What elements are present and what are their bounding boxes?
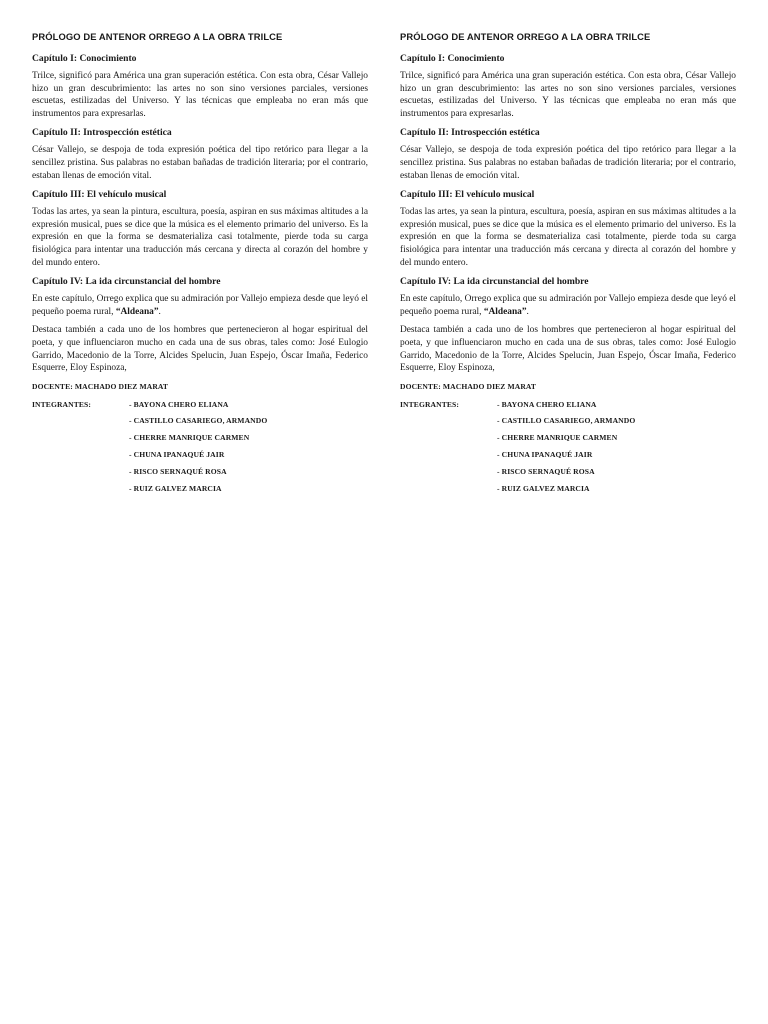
poem-title: “Aldeana” xyxy=(483,306,527,317)
member-item: - RISCO SERNAQUÉ ROSA xyxy=(497,466,595,476)
chapter-2-heading: Capítulo II: Introspección estética xyxy=(32,127,172,139)
chapter-4-text-2: Destaca también a cada uno de los hombres que pertenecieron al hogar espiritual del poeta, y que influenciaron mucho en cada una de sus obras, tales como: José Eulogio Garrido, Macedonio de la Torre, Alcides Spelucin, Juan Espejo, Óscar Imaña, Federico Esquerre, Eloy Espinoza, xyxy=(400,325,736,374)
chapter-3-heading: Capítulo III: El vehículo musical xyxy=(32,189,167,201)
chapter-4-heading: Capítulo IV: La ida circunstancial del hombre xyxy=(400,276,589,288)
members-label: INTEGRANTES: xyxy=(400,399,460,409)
document-title: PRÓLOGO DE ANTENOR ORREGO A LA OBRA TRILCE xyxy=(32,31,283,42)
member-item: - BAYONA CHERO ELIANA xyxy=(497,399,597,409)
member-item: - CASTILLO CASARIEGO, ARMANDO xyxy=(129,416,268,426)
members-label: INTEGRANTES: xyxy=(32,399,92,409)
members-block xyxy=(32,399,368,500)
member-item: - RUIZ GALVEZ MARCIA xyxy=(129,483,222,493)
chapter-3-text: Todas las artes, ya sean la pintura, escultura, poesía, aspiran en sus máximas altitudes a la expresión musical, pues se dice que la música es el elemento primario del universo. Es la expresión en que la forma se desmaterializa casi totalmente, pierde toda su carga fisiológica para intentar una traducción más cercana y directa al corazón del hombre y del mundo entero. xyxy=(400,207,736,268)
chapter-4-text-after: . xyxy=(158,306,161,317)
chapter-4-text xyxy=(400,293,736,318)
chapter-4-heading: Capítulo IV: La ida circunstancial del hombre xyxy=(32,276,221,288)
member-item: - RISCO SERNAQUÉ ROSA xyxy=(129,466,227,476)
member-item: - CHUNA IPANAQUÉ JAIR xyxy=(497,450,593,460)
members-list xyxy=(497,399,635,500)
chapter-1-heading: Capítulo I: Conocimiento xyxy=(32,53,137,64)
members-block xyxy=(400,399,736,500)
chapter-4-text-before: En este capítulo, Orrego explica que su admiración por Vallejo empieza desde que leyó el pequeño poema rural, xyxy=(32,294,368,317)
members-list xyxy=(129,399,267,500)
chapter-1-text: Trilce, significó para América una gran superación estética. Con esta obra, César Vallejo hizo un gran descubrimiento: las artes no son sino versiones parciales, versiones escuetas, estilizadas del Universo. Y las técnicas que empleaba no eran más que instrumentos para expresarlas. xyxy=(400,71,736,119)
chapter-4-text-before: En este capítulo, Orrego explica que su admiración por Vallejo empieza desde que leyó el pequeño poema rural, xyxy=(400,294,736,317)
document-title: PRÓLOGO DE ANTENOR ORREGO A LA OBRA TRILCE xyxy=(400,31,651,42)
left-column xyxy=(32,30,368,499)
chapter-1-text: Trilce, significó para América una gran superación estética. Con esta obra, César Vallejo hizo un gran descubrimiento: las artes no son sino versiones parciales, versiones escuetas, estilizadas del Universo. Y las técnicas que empleaba no eran más que instrumentos para expresarlas. xyxy=(32,71,368,119)
poem-title: “Aldeana” xyxy=(115,306,159,317)
chapter-2-text: César Vallejo, se despoja de toda expresión poética del tipo retórico para llegar a la sencillez pristina. Sus palabras no estaban bañadas de tradición literaria; por el contrario, estaban llenas de emoción vital. xyxy=(400,145,736,181)
member-item: - CHERRE MANRIQUE CARMEN xyxy=(129,433,250,443)
right-column xyxy=(400,30,736,499)
teacher-line: DOCENTE: MACHADO DIEZ MARAT xyxy=(32,381,169,391)
chapter-2-text: César Vallejo, se despoja de toda expresión poética del tipo retórico para llegar a la sencillez pristina. Sus palabras no estaban bañadas de tradición literaria; por el contrario, estaban llenas de emoción vital. xyxy=(32,145,368,181)
member-item: - BAYONA CHERO ELIANA xyxy=(129,399,229,409)
member-item: - CHUNA IPANAQUÉ JAIR xyxy=(129,450,225,460)
chapter-4-text-2: Destaca también a cada uno de los hombres que pertenecieron al hogar espiritual del poeta, y que influenciaron mucho en cada una de sus obras, tales como: José Eulogio Garrido, Macedonio de la Torre, Alcides Spelucin, Juan Espejo, Óscar Imaña, Federico Esquerre, Eloy Espinoza, xyxy=(32,325,368,374)
chapter-4-text-after: . xyxy=(526,306,529,317)
chapter-2-heading: Capítulo II: Introspección estética xyxy=(400,127,540,139)
chapter-3-text: Todas las artes, ya sean la pintura, escultura, poesía, aspiran en sus máximas altitudes a la expresión musical, pues se dice que la música es el elemento primario del universo. Es la expresión en que la forma se desmaterializa casi totalmente, pierde toda su carga fisiológica para intentar una traducción más cercana y directa al corazón del hombre y del mundo entero. xyxy=(32,207,368,268)
member-item: - CASTILLO CASARIEGO, ARMANDO xyxy=(497,416,636,426)
member-item: - RUIZ GALVEZ MARCIA xyxy=(497,483,590,493)
member-item: - CHERRE MANRIQUE CARMEN xyxy=(497,433,618,443)
teacher-line: DOCENTE: MACHADO DIEZ MARAT xyxy=(400,381,537,391)
chapter-3-heading: Capítulo III: El vehículo musical xyxy=(400,189,535,201)
chapter-1-heading: Capítulo I: Conocimiento xyxy=(400,53,505,64)
chapter-4-text xyxy=(32,293,368,318)
